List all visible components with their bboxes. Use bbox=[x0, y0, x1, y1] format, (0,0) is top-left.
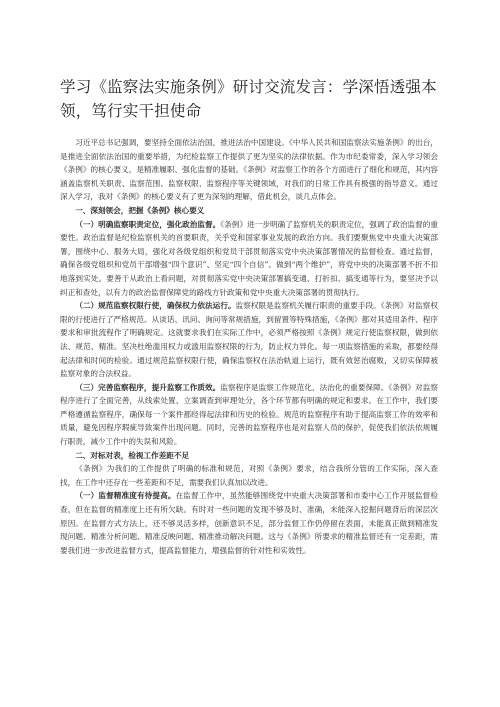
subsection-lead-2: （二）规范监察权限行使，确保权力依法运行。 bbox=[75, 301, 236, 311]
subsection-text-2: 监察权限是监察机关履行职责的重要手段。《条例》对监察权限的行使进行了严格规范。从谈话、讯问、询问等常规措施，到留置等特殊措施，《条例》都对其适用条件、程序要求和审批流程作了明确规定。这就要求我们在实际工作中，必须严格按照《条例》规定行使监察权限，做到依法、规范、精准。坚决杜绝滥用权力或滥用监察权限的行为，防止权力异化。每一项监察措施的采取，都要经得起法律和时间的检验。通过规范监察权限行使，确保监察权在法治轨道上运行，既有效惩治腐败，又切实保障被监察对象的合法权益。 bbox=[60, 301, 439, 379]
document-title: 学习《监察法实施条例》研讨交流发言：学深悟透强本领，笃行实干担使命 bbox=[60, 78, 437, 120]
subsection-text-4: 在监督工作中，虽然能够围绕党中央重大决策部署和市委中心工作开展监督检查，但在监督的精准度上还有所欠缺。有时对一些问题的发现不够及时、准确，未能深入挖掘问题背后的深层次原因。在监督方式方法上，还不够灵活多样，创新意识不足，部分监督工作仍停留在表面，未能真正做到精准发现问题、精准分析问题、精准反映问题、精准推动解决问题。这与《条例》所要求的精准监督还有一定差距，需要我们进一步改进监督方式，提高监督能力，增强监督的针对性和实效性。 bbox=[60, 491, 438, 555]
subsection-paragraph-2 bbox=[60, 299, 438, 381]
section-2-intro-paragraph: 《条例》为我们的工作提供了明确的标准和规范，对照《条例》要求，结合我所分管的工作实际，深入查找，在工作中还存在一些差距和不足，需要我们认真加以改进。 bbox=[60, 464, 438, 487]
subsection-lead-1: （一）明确监察职责定位，强化政治监督。 bbox=[75, 219, 221, 229]
subsection-paragraph-4 bbox=[60, 489, 438, 557]
subsection-text-3: 监察程序是监察工作规范化、法治化的重要保障。《条例》对监察程序进行了全面完善，从线索处置、立案调查到审理处分，各个环节都有明确的规定和要求。在工作中，我们要严格遵循监察程序，确保每一个案件都经得起法律和历史的检验。规范的监察程序有助于提高监察工作的效率和质量，避免因程序瑕疵导致案件出现问题。同时，完善的监察程序也是对监察人员的保护，促使我们依法依规履行职责，减少工作中的失误和风险。 bbox=[60, 382, 439, 447]
document-body bbox=[60, 136, 438, 557]
subsection-text-1: 《条例》进一步明确了监察机关的职责定位，强调了政治监督的重要性。政治监督是纪检监察机关的首要职责，关乎党和国家事业发展的政治方向。我们要聚焦党中央重大决策部署，围绕中心、服务大局，强化对各级党组织和党员干部贯彻落实党中央决策部署情况的监督检查。通过监督，确保各级党组织和党员干部增强“四个意识”、坚定“四个自信”、做到“两个维护”，将党中央的决策部署不折不扣地落到实处。要善于从政治上看问题，对贯彻落实党中央决策部署搞变通、打折扣、搞变通等行为，要坚决予以纠正和查处，以有力的政治监督保障党的路线方针政策和党中央重大决策部署的贯彻执行。 bbox=[60, 219, 439, 297]
subsection-lead-3: （三）完善监察程序，提升监察工作质效。 bbox=[75, 382, 221, 392]
section-heading-2: 二、对标对表，检视工作差距不足 bbox=[75, 450, 190, 460]
subsection-paragraph-3 bbox=[60, 381, 438, 449]
section-heading-1: 一、深刻领会，把握《条例》核心要义 bbox=[75, 205, 205, 215]
subsection-paragraph-1 bbox=[60, 218, 438, 300]
intro-paragraph: 习近平总书记强调，要坚持全面依法治国，推进法治中国建设。《中华人民共和国监察法实施条例》的出台，是推进全面依法治国的重要举措，为纪检监察工作提供了更为坚实的法律依据。作为市纪委常委，深入学习领会《条例》的核心要义，是精准履职、强化监督的基础。《条例》对监察工作的各个方面进行了细化和规范，其内容涵盖监察机关职责、监察范围、监察权限、监察程序等关键领域，对我们的日常工作具有极强的指导意义。通过深入学习，我对《条例》的核心要义有了更为深刻的理解，借此机会，谈几点体会。 bbox=[60, 138, 438, 202]
subsection-lead-4: （一）监督精准度有待提高。 bbox=[75, 491, 176, 501]
